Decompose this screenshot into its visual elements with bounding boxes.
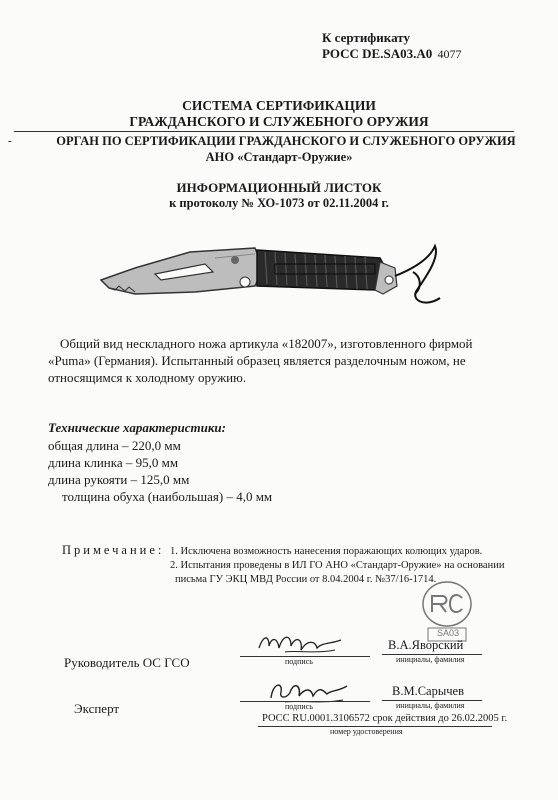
expert-initials-caption: инициалы, фамилия [396,701,465,710]
registration-line: РОСС RU.0001.3106572 срок действия до 26.02.2005 г. [262,713,508,724]
spec-item: длина клинка – 95,0 мм [48,455,179,470]
system-title-line1: СИСТЕМА СЕРТИФИКАЦИИ [182,98,376,113]
spec-item: толщина обуха (наибольшая) – 4,0 мм [62,489,273,504]
certificate-ref-line1: К сертификату [322,30,410,45]
organ-title: ОРГАН ПО СЕРТИФИКАЦИИ ГРАЖДАНСКОГО И СЛУЖЕБНОГО ОРУЖИЯ [56,134,516,148]
expert-name: В.М.Сарычев [392,684,464,698]
spec-item: общая длина – 220,0 мм [48,438,181,453]
note-item-2-line1: 2. Испытания проведены в ИЛ ГО АНО «Стандарт-Оружие» на основании [170,560,505,571]
note-item-2-line2: письма ГУ ЭКЦ МВД России от 8.04.2004 г. №37/16-1714. [175,574,437,585]
head-signature-caption: подпись [285,657,313,666]
description-line2: «Puma» (Германия). Испытанный образец является разделочным ножом, не [48,353,466,368]
description-line3: относящимся к холодному оружию. [48,370,247,385]
spec-item: длина рукояти – 125,0 мм [48,472,190,487]
certificate-ref-code: РОСС DE.SA03.A0 [322,46,433,61]
document-title: ИНФОРМАЦИОННЫЙ ЛИСТОК [176,180,382,195]
specs-heading: Технические характеристики: [48,420,226,435]
registration-caption: номер удостоверения [330,727,403,736]
head-role-label: Руководитель ОС ГСО [64,655,190,670]
organ-dash: - [8,135,12,147]
certificate-ref-number: 4077 [437,47,462,61]
expert-role-label: Эксперт [74,701,120,716]
head-signature [255,628,345,658]
ano-name: АНО «Стандарт-Оружие» [205,150,353,164]
head-initials-caption: инициалы, фамилия [396,655,465,664]
certification-mark-stamp [418,578,476,644]
description-line1: Общий вид нескладного ножа артикула «182007», изготовленного фирмой [60,336,473,351]
certificate-ref-line2 [322,46,461,62]
document-subtitle: к протоколу № ХО-1073 от 02.11.2004 г. [169,196,389,210]
notes-label: Примечание: [62,543,165,557]
knife-photo [95,228,455,318]
expert-signature-caption: подпись [285,702,313,711]
head-name: В.А.Яворский [388,638,464,652]
knife-illustration [95,228,455,318]
system-title-line2: ГРАЖДАНСКОГО И СЛУЖЕБНОГО ОРУЖИЯ [129,114,429,129]
header-divider [14,131,514,132]
note-item-1: 1. Исключена возможность нанесения поражающих колющих ударов. [170,546,483,557]
handwritten-signature-icon [255,628,345,658]
stamp-code: SA03 [436,628,460,638]
